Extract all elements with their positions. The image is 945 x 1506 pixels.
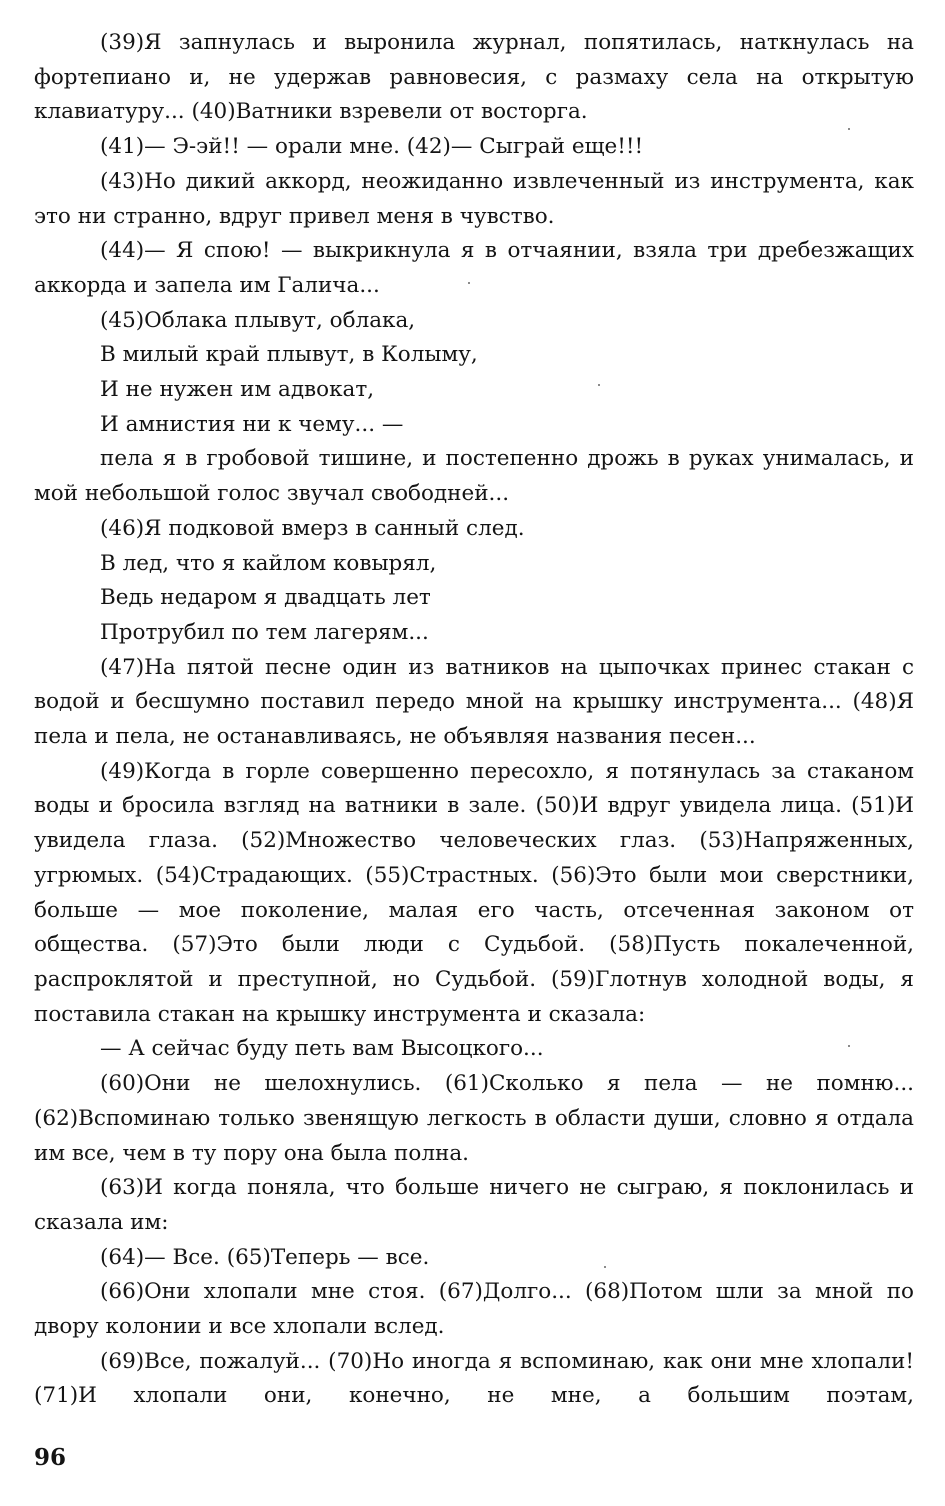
page-text — [34, 26, 914, 1414]
paragraph: (63)И когда поняла, что больше ничего не сыграю, я поклонилась и сказала им: — [34, 1175, 914, 1235]
page-number: 96 — [34, 1444, 67, 1471]
scan-speck — [848, 1045, 850, 1047]
paragraph: (69)Все, пожалуй... (70)Но иногда я вспоминаю, как они мне хлопали! (71)И хлопали они, конечно, не мне, а большим поэтам, — [34, 1348, 914, 1409]
paragraph: пела я в гробовой тишине, и постепенно дрожь в руках унималась, и мой небольшой голос звучал свободней... — [34, 446, 914, 507]
scan-speck — [848, 128, 850, 130]
paragraph: — А сейчас буду петь вам Высоцкого... — [100, 1036, 544, 1062]
paragraph: (64)— Все. (65)Теперь — все. — [100, 1244, 430, 1270]
verse-line: Протрубил по тем лагерям... — [100, 619, 429, 645]
paragraph: (39)Я запнулась и выронила журнал, попятилась, наткнулась на фортепиано и, не удержав равновесия, с размаху села на открытую клавиатуру... (40)Ватники взревели от восторга. — [34, 30, 914, 125]
verse-line: Ведь недаром я двадцать лет — [100, 585, 431, 611]
verse-line: (45)Облака плывут, облака, — [100, 307, 416, 333]
verse-line: В лед, что я кайлом ковырял, — [100, 550, 437, 576]
paragraph: (60)Они не шелохнулись. (61)Сколько я пела — не помню... (62)Вспоминаю только звенящую легкость в области души, словно я отдала им все, чем в ту пору она была полна. — [34, 1071, 914, 1166]
scan-speck — [468, 282, 470, 284]
paragraph: (49)Когда в горле совершенно пересохло, я потянулась за стаканом воды и бросила взгляд на ватники в зале. (50)И вдруг увидела лица. (51)И увидела глаза. (52)Множество человеческих глаз. (53)Напряженных, угрюмых. (54)Страдающих. (55)Страстных. (56)Это были мои сверстники, больше — мое поколение, малая его часть, отсеченная законом от общества. (57)Это были люди с Судьбой. (58)Пусть покалеченной, распроклятой и преступной, но Судьбой. (59)Глотнув холодной воды, я поставила стакан на крышку инструмента и сказала: — [34, 758, 914, 1027]
verse-line: (46)Я подковой вмерз в санный след. — [100, 515, 525, 541]
paragraph: (47)На пятой песне один из ватников на цыпочках принес стакан с водой и бесшумно поставил передо мной на крышку инструмента... (48)Я пела и пела, не останавливаясь, не объявляя названия песен... — [34, 654, 914, 750]
paragraph: (43)Но дикий аккорд, неожиданно извлеченный из инструмента, как это ни странно, вдруг привел меня в чувство. — [34, 168, 914, 229]
scan-speck — [598, 384, 600, 386]
verse-line: И амнистия ни к чему... — — [100, 411, 404, 437]
verse-line: И не нужен им адвокат, — [100, 377, 375, 403]
scan-speck — [604, 1266, 606, 1268]
verse-line: В милый край плывут, в Колыму, — [100, 342, 478, 368]
paragraph: (66)Они хлопали мне стоя. (67)Долго... (68)Потом шли за мной по двору колонии и все хлопали вслед. — [34, 1279, 914, 1340]
paragraph: (44)— Я спою! — выкрикнула я в отчаянии, взяла три дребезжащих аккорда и запела им Галича... — [34, 238, 914, 298]
paragraph: (41)— Э-эй!! — орали мне. (42)— Сыграй еще!!! — [100, 134, 644, 160]
